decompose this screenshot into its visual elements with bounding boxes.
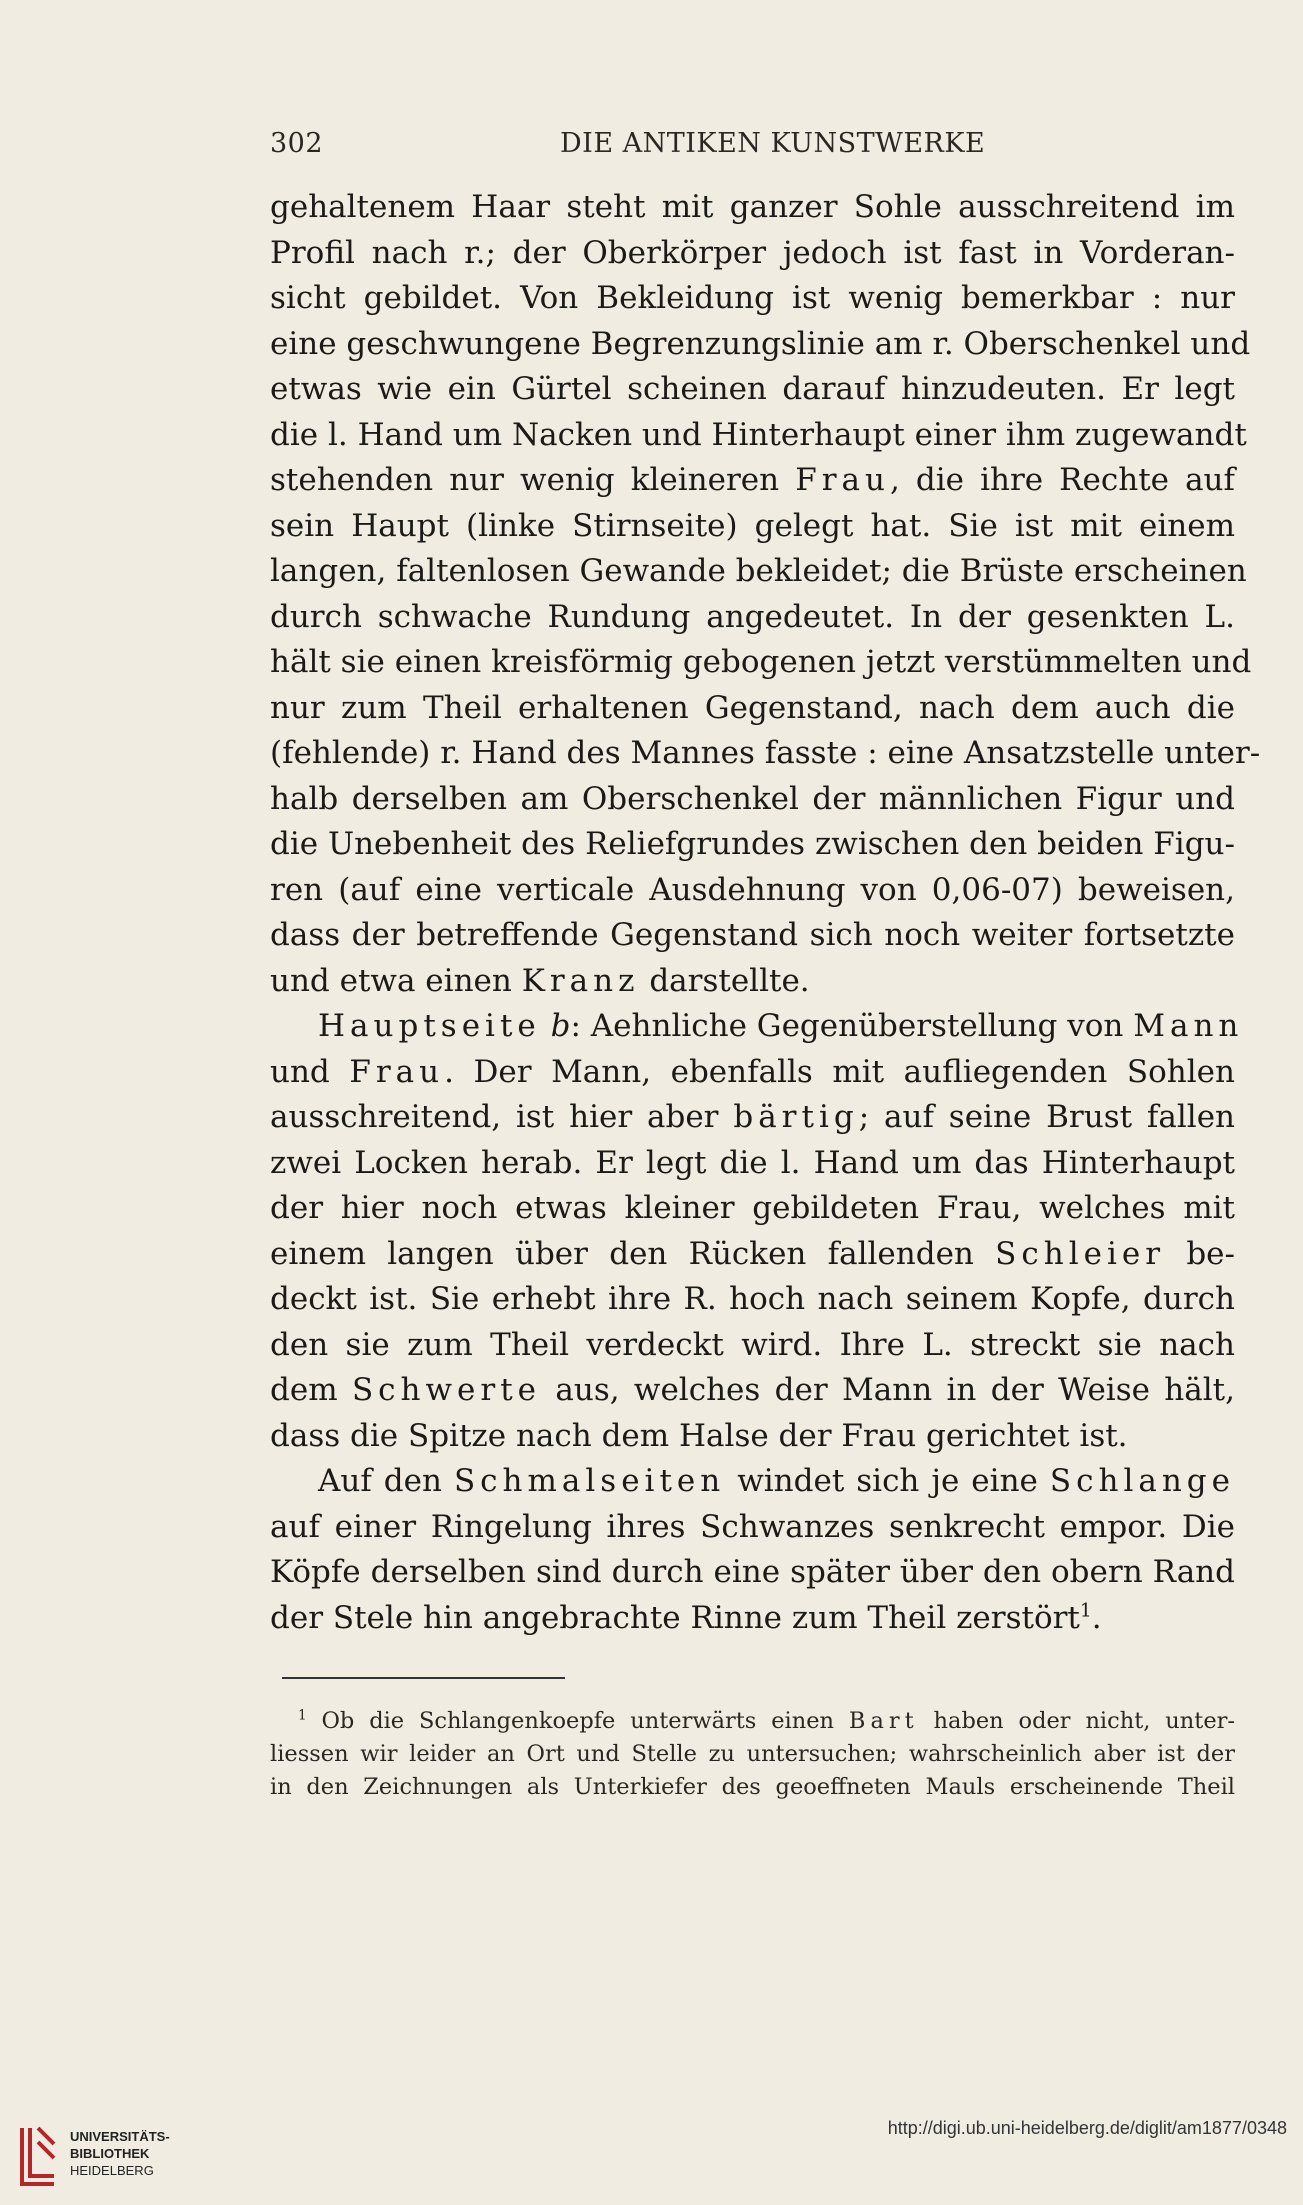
footnote-line: liessen wir leider an Ort und Stelle zu untersuchen; wahrscheinlich aber ist der	[270, 1741, 1235, 1767]
spaced-word: Schleier	[995, 1235, 1166, 1272]
spaced-word: Kranz	[521, 962, 640, 999]
text-line: Profil nach r.; der Oberkörper jedoch ist fast in Vorderan-	[270, 234, 1235, 271]
footnote	[270, 1705, 1235, 1804]
spaced-word: Bart	[848, 1708, 919, 1734]
library-line: BIBLIOTHEK	[70, 2146, 150, 2161]
text-run: Ob die Schlangenkoepfe unterwärts einen	[321, 1708, 849, 1734]
footnote-marker: 1	[298, 1707, 307, 1724]
text-line	[270, 1232, 1235, 1278]
running-title: DIE ANTIKEN KUNSTWERKE	[560, 128, 986, 159]
text-line	[270, 959, 1235, 1005]
text-line: langen, faltenlosen Gewande bekleidet; die Brüste erscheinen	[270, 553, 1247, 589]
text-line: der hier noch etwas kleiner gebildeten Frau, welches mit	[270, 1190, 1235, 1226]
text-line: zwei Locken herab. Er legt die l. Hand um das Hinterhaupt	[270, 1144, 1235, 1181]
text-line: gehaltenem Haar steht mit ganzer Sohle ausschreitend im	[270, 189, 1235, 225]
text-line: durch schwache Rundung angedeutet. In der gesenkten L.	[270, 598, 1235, 635]
text-run: der Stele hin angebrachte Rinne zum Theil zerstört	[270, 1599, 1080, 1636]
text-line: hält sie einen kreisförmig gebogenen jetzt verstümmelten und	[270, 644, 1252, 680]
spaced-word: Mann	[1133, 1008, 1244, 1044]
text-line: dass die Spitze nach dem Halse der Frau gerichtet ist.	[270, 1417, 1128, 1454]
text-line: deckt ist. Sie erhebt ihre R. hoch nach seinem Kopfe, durch	[270, 1281, 1235, 1317]
text-run: aus, welches der Mann in der Weise hält,	[541, 1372, 1235, 1408]
spaced-word: Hauptseite	[318, 1008, 541, 1044]
page-number: 302	[270, 128, 324, 159]
text-line: nur zum Theil erhaltenen Gegenstand, nach dem auch die	[270, 689, 1235, 726]
text-run: haben oder nicht, unter-	[918, 1708, 1235, 1734]
text-run: dem	[270, 1372, 352, 1408]
text-line: dass der betreffende Gegenstand sich noch weiter fortsetzte	[270, 917, 1235, 953]
text-line	[270, 458, 1235, 504]
text-line: die l. Hand um Nacken und Hinterhaupt einer ihm zugewandt	[270, 416, 1247, 453]
text-line	[270, 1095, 1235, 1141]
text-run: . Der Mann, ebenfalls mit aufliegenden Sohlen	[444, 1053, 1235, 1090]
text-run: ; auf seine Brust fallen	[858, 1099, 1235, 1135]
text-line: sein Haupt (linke Stirnseite) gelegt hat. Sie ist mit einem	[270, 507, 1235, 544]
text-line: eine geschwungene Begrenzungslinie am r. Oberschenkel und	[270, 325, 1251, 362]
library-logo	[18, 2122, 178, 2192]
text-run: Auf den	[318, 1463, 454, 1499]
source-url[interactable]: http://digi.ub.uni-heidelberg.de/diglit/am1877/0348	[887, 2118, 1287, 2138]
main-text	[270, 185, 1261, 1641]
text-line	[270, 1368, 1235, 1414]
text-line: ren (auf eine verticale Ausdehnung von 0,06-07) beweisen,	[270, 871, 1235, 908]
text-line	[270, 1050, 1235, 1096]
footnote-reference: 1	[1079, 1600, 1092, 1622]
text-line: auf einer Ringelung ihres Schwanzes senkrecht empor. Die	[270, 1508, 1235, 1545]
spaced-word: Frau	[795, 462, 890, 498]
footnote-separator	[282, 1677, 565, 1679]
text-run: , die ihre Rechte auf	[889, 462, 1235, 498]
text-run: und etwa einen	[270, 962, 522, 999]
footnote-line	[270, 1705, 1235, 1738]
text-line	[270, 1459, 1235, 1505]
text-line	[270, 1004, 1244, 1050]
text-line	[270, 1596, 1235, 1642]
text-run: be-	[1165, 1235, 1235, 1272]
text-run: einem langen über den Rücken fallenden	[270, 1235, 996, 1272]
library-name	[70, 2128, 170, 2179]
footnote-line: in den Zeichnungen als Unterkiefer des geoeffneten Mauls erscheinende Theil	[270, 1774, 1235, 1800]
text-line: halb derselben am Oberschenkel der männlichen Figur und	[270, 780, 1235, 817]
spaced-word: bärtig	[733, 1099, 859, 1135]
spaced-word: Frau	[349, 1053, 445, 1090]
spaced-word: Schwerte	[351, 1372, 542, 1408]
text-run: .	[1091, 1599, 1102, 1636]
text-line: Köpfe derselben sind durch eine später über den obern Rand	[270, 1554, 1235, 1590]
text-line: den sie zum Theil verdeckt wird. Ihre L. streckt sie nach	[270, 1326, 1235, 1363]
text-run: ausschreitend, ist hier aber	[270, 1099, 734, 1135]
text-line: die Unebenheit des Reliefgrundes zwischen den beiden Figu-	[270, 826, 1235, 862]
text-run: : Aehnliche Gegenüberstellung von	[570, 1008, 1134, 1044]
library-line: UNIVERSITÄTS-	[70, 2129, 170, 2144]
text-line: sicht gebildet. Von Bekleidung ist wenig bemerkbar : nur	[270, 280, 1235, 316]
text-line: (fehlende) r. Hand des Mannes fasste : eine Ansatzstelle unter-	[270, 735, 1261, 771]
library-line: HEIDELBERG	[70, 2163, 154, 2178]
spaced-word: Schmalseiten	[453, 1463, 726, 1499]
italic-letter: b	[550, 1008, 571, 1044]
text-run: und	[270, 1053, 350, 1090]
library-emblem-icon	[18, 2122, 58, 2190]
text-line: etwas wie ein Gürtel scheinen darauf hinzudeuten. Er legt	[270, 371, 1235, 407]
spaced-word: Schlange	[1049, 1463, 1235, 1499]
text-run: stehenden nur wenig kleineren	[270, 462, 796, 498]
text-run: darstellte.	[639, 962, 810, 999]
text-run: windet sich je eine	[725, 1463, 1050, 1499]
